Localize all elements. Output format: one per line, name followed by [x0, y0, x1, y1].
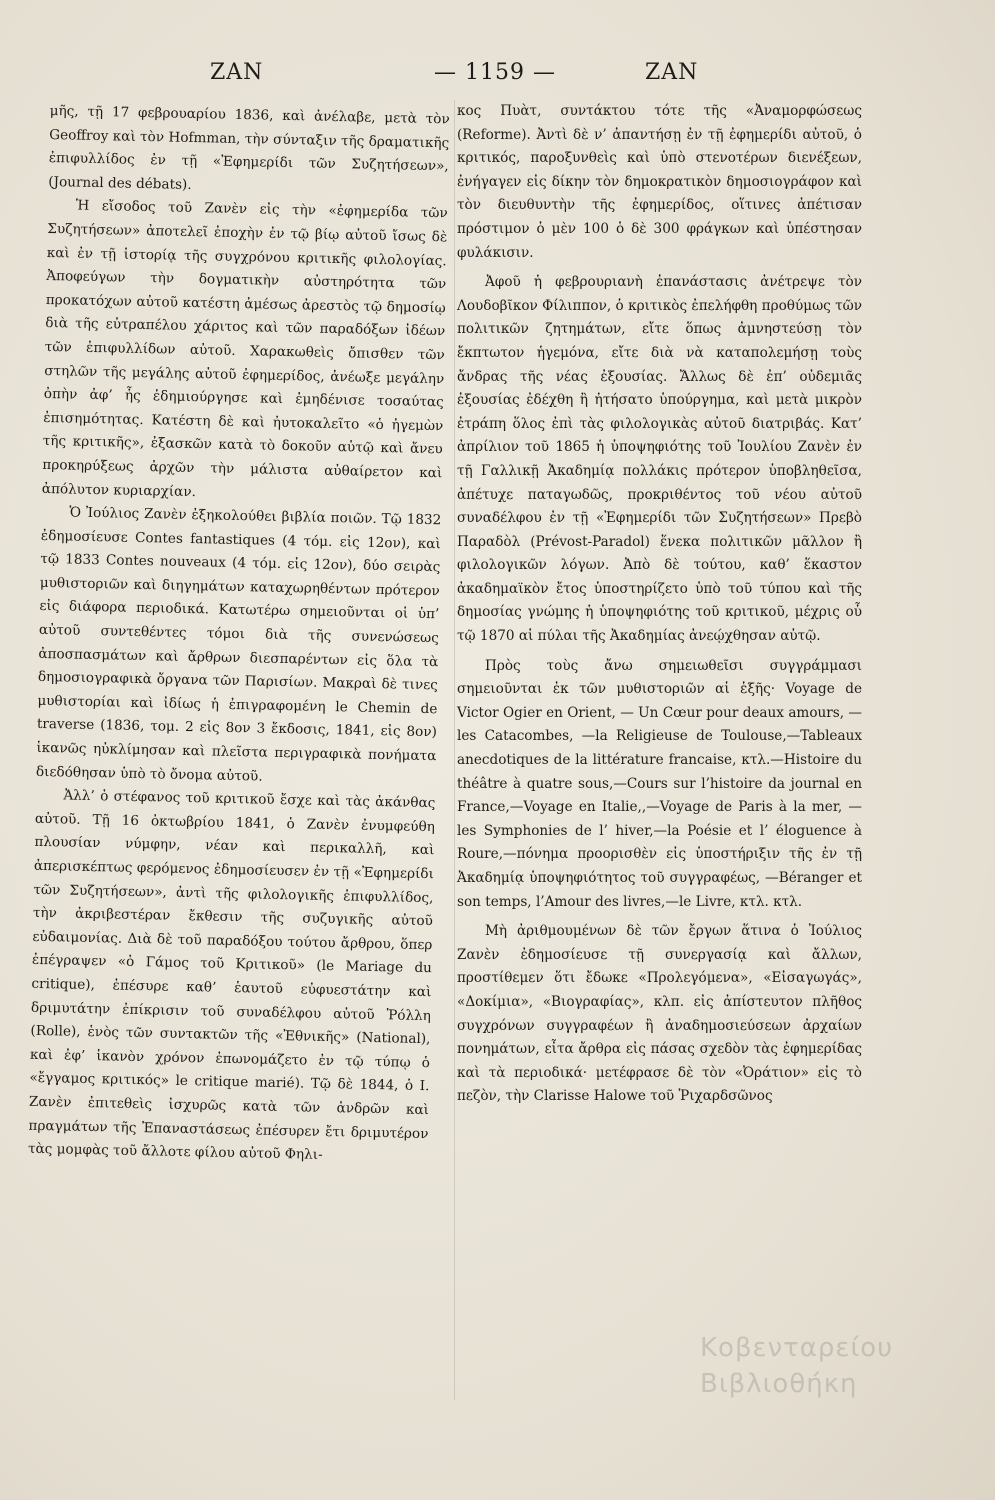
- running-header: [60, 60, 930, 100]
- column-divider: [454, 100, 455, 1400]
- right-paragraph-2: Ἀφοῦ ἡ φεβρουριανὴ ἐπανάστασις ἀνέτρεψε τὸν Λουδοβῖκον Φίλιππον, ὁ κριτικὸς ἐπελήφθη προθύμως τῶν πολιτικῶν ζητημάτων, εἴτε ὅπως ἀμνηστεύσῃ τὸν ἔκπτωτον ἡγεμόνα, εἴτε διὰ νὰ καταπολεμήσῃ τοὺς ἄνδρας τῆς νέας ἐξουσίας. Ἄλλως δὲ ἐπ’ οὐδεμιᾶς ἐξουσίας ἐδέχθη ἢ ἠτήσατο ὑπούργημα, καὶ μετὰ μικρὸν ἐτράπη ὅλος ἐπὶ τὰς φιλολογικὰς αὐτοῦ διατριβάς. Κατ’ ἀπρίλιον τοῦ 1865 ἡ ὑποψηφιότης τοῦ Ἰουλίου Ζανὲν ἐν τῇ Γαλλικῇ Ἀκαδημίᾳ πολλάκις πρότερον ὑποβληθεῖσα, ἀπέτυχε παταγωδῶς, προκριθέντος τοῦ νέου αὐτοῦ συναδέλφου ἐν τῇ «Ἐφημερίδι τῶν Συζητήσεων» Πρεβὸ Παραδὸλ (Prévost-Paradol) ἕνεκα πολιτικῶν μᾶλλον ἢ φιλολογικῶν λόγων. Ἀπὸ δὲ τούτου, καθ’ ἕκαστον ἀκαδημαϊκὸν ἔτος ὑποστηρίζετο ὑπὸ τοῦ τύπου καὶ τῆς δημοσίας γνώμης ἡ ὑποψηφιότης τοῦ κριτικοῦ, μέχρις οὗ τῷ 1870 αἱ πύλαι τῆς Ἀκαδημίας ἀνεῴχθησαν αὐτῷ.: [457, 274, 862, 645]
- header-left-title: ZAN: [210, 60, 264, 85]
- right-paragraph-4: Μὴ ἀριθμουμένων δὲ τῶν ἔργων ἅτινα ὁ Ἰούλιος Ζανὲν ἐδημοσίευσε τῇ συνεργασίᾳ καὶ ἄλλων, προστίθεμεν ὅτι ἔδωκε «Προλεγόμενα», «Εἰσαγωγάς», «Δοκίμια», «Βιογραφίας», κλπ. εἰς ἀπίστευτον πλῆθος συγχρόνων συγγραφέων ἢ ἀναδημοσιεύσεων ἀρχαίων πονημάτων, εἶτα ἄρθρα εἰς πάσας σχεδὸν τὰς ἐφημερίδας καὶ τὰ περιοδικά· μετέφρασε δὲ τὸν «Ὀράτιον» εἰς τὸ πεζὸν, τὴν Clarisse Halowe τοῦ Ῥιχαρδσῶνος: [457, 923, 862, 1105]
- right-paragraph-1: κος Πυὰτ, συντάκτου τότε τῆς «Ἀναμορφώσεως (Reforme). Ἀντὶ δὲ ν’ ἀπαντήσῃ ἐν τῇ ἐφημερίδι αὐτοῦ, ὁ κριτικός, παροξυνθεὶς καὶ ὑπὸ στενοτέρων διενέξεων, ἐνήγαγεν εἰς δίκην τὸν δημοκρατικὸν δημοσιογράφον καὶ τὸν διευθυντὴν τῆς ἐφημερίδος, οἵτινες ἀπέτισαν πρόστιμον ὁ μὲν 100 ὁ δὲ 300 φράγκων καὶ ὑπέστησαν φυλάκισιν.: [457, 103, 862, 261]
- left-paragraph-1: μῆς, τῇ 17 φεβρουαρίου 1836, καὶ ἀνέλαβε, μετὰ τὸν Geoffroy καὶ τὸν Hofmman, τὴν σύνταξιν τῆς δραματικῆς ἐπιφυλλίδος ἐν τῇ «Ἐφημερίδι τῶν Συζητήσεων», (Journal des débats).: [48, 102, 450, 193]
- left-column: [28, 100, 450, 1170]
- header-right-title: ZAN: [645, 60, 699, 85]
- page-number: — 1159 —: [434, 60, 556, 85]
- right-column: [457, 100, 862, 1109]
- left-paragraph-4: Ἀλλ’ ὁ στέφανος τοῦ κριτικοῦ ἔσχε καὶ τὰς ἀκάνθας αὐτοῦ. Τῇ 16 ὀκτωβρίου 1841, ὁ Ζανὲν ἐνυμφεύθη πλουσίαν νύμφην, νέαν καὶ περικαλλῆ, καὶ ἀπερισκέπτως φερόμενος ἐδημοσίευσεν ἐν τῇ «Ἐφημερίδι τῶν Συζητήσεων», ἀντὶ τῆς φιλολογικῆς ἐπιφυλλίδος, τὴν ἀκριβεστέραν ἔκθεσιν τῆς συζυγικῆς αὐτοῦ εὐδαιμονίας. Διὰ δὲ τοῦ παραδόξου τούτου ἄρθρου, ὅπερ ἐπέγραψεν «ὁ Γάμος τοῦ Κριτικοῦ» (le Mariage du critique), ἐπέσυρε καθ’ ἑαυτοῦ εὐφυεστάτην καὶ δριμυτάτην ἐπίκρισιν τοῦ συναδέλφου αὐτοῦ Ῥόλλη (Rolle), ἑνὸς τῶν συντακτῶν τῆς «Ἐθνικῆς» (National), καὶ ἐφ’ ἱκανὸν χρόνον ἐπωνομάζετο ἐν τῷ τύπῳ ὁ «ἔγγαμος κριτικός» le critique marié). Τῷ δὲ 1844, ὁ Ι. Ζανὲν ἐπιτεθεὶς ἰσχυρῶς κατὰ τῶν ἀνδρῶν καὶ πραγμάτων τῆς Ἐπαναστάσεως ἐπέσυρεν ἔτι δριμυτέρον τὰς μομφὰς τοῦ ἄλλοτε φίλου αὐτοῦ Φηλι-: [27, 787, 436, 1164]
- left-paragraph-3: Ὁ Ἰούλιος Ζανὲν ἐξηκολούθει βιβλία ποιῶν. Τῷ 1832 ἐδημοσίευσε Contes fantastiques (4 τόμ. εἰς 12ον), καὶ τῷ 1833 Contes nouveaux (4 τόμ. εἰς 12ον), δύο σειρὰς μυθιστοριῶν καὶ διηγημάτων καταχωρηθέντων πρότερον εἰς διάφορα περιοδικά. Κατωτέρω σημειοῦνται οἱ ὑπ’ αὐτοῦ συντεθέντες τόμοι διὰ τῆς συνενώσεως ἀποσπασμάτων καὶ ἄρθρων διεσπαρέντων εἰς ὅλα τὰ δημοσιογραφικὰ ὄργανα τῶν Παρισίων. Μακραὶ δὲ τινες μυθιστορίαι καὶ ἰδίως ἡ ἐπιγραφομένη le Chemin de traverse (1836, τομ. 2 εἰς 8ον 3 ἔκδοσις, 1841, εἰς 8ον) ἱκανῶς ηὐκλίμησαν καὶ πλεῖστα περιγραφικὰ πονήματα διεδόθησαν ὑπὸ τὸ ὄνομα αὐτοῦ.: [35, 504, 442, 785]
- left-paragraph-2: Ἡ εἴσοδος τοῦ Ζανὲν εἰς τὴν «ἐφημερίδα τῶν Συζητήσεων» ἀποτελεῖ ἐποχὴν ἐν τῷ βίῳ αὐτοῦ ἴσως δὲ καὶ ἐν τῇ ἱστορίᾳ τῆς συγχρόνου κριτικῆς φιλολογίας. Ἀποφεύγων τὴν δογματικὴν αὐστηρότητα τῶν προκατόχων αὐτοῦ κατέστη ἀμέσως ἀρεστὸς τῷ δημοσίῳ διὰ τῆς εὐτραπέλου χάριτος καὶ τῶν παραδόξων ἰδέων τῶν ἐπιφυλλίδων αὐτοῦ. Χαρακωθεὶς ὄπισθεν τῶν στηλῶν τῆς μεγάλης αὐτοῦ ἐφημερίδος, ἀνέωξε μεγάλην ὀπὴν ἀφ’ ἧς ἐδημιούργησε καὶ ἐμηδένισε τοσαύτας ἐπισημότητας. Κατέστη δὲ καὶ ἠυτοκαλεῖτο «ὁ ἡγεμὼν τῆς κριτικῆς», ἐξασκῶν κατὰ τὸ δοκοῦν αὐτῷ καὶ ἄνευ προκηρύξεως ἀρχῶν τὴν μάλιστα αὐθαίρετον καὶ ἀπόλυτον κυριαρχίαν.: [41, 197, 448, 500]
- library-watermark: Κοβενταρείου Βιβλιοθήκη: [700, 1333, 894, 1399]
- right-paragraph-3: Πρὸς τοὺς ἄνω σημειωθεῖσι συγγράμμασι σημειοῦνται ἐκ τῶν μυθιστοριῶν αἱ ἑξῆς· Voyage de Victor Ogier en Orient, — Un Cœur pour deaux amours, — les Catacombes, —la Religieuse de Toulouse,—Tableaux anecdotiques de la littérature francaise, κτλ.—Histoire du théâtre à quatre sous,—Cours sur l’histoire da journal en France,—Voyage en Italie,,—Voyage de Paris à la mer, — les Symphonies de l’ hiver,—la Poésie et l’ éloguence à Roure,—πόνημα προορισθὲν εἰς ὑποστήριξιν τῆς ἐν τῇ Ἀκαδημίᾳ ὑποψηφιότητος τοῦ συγγραφέως, —Béranger et son temps, l’Amour des livres,—le Livre, κτλ. κτλ.: [457, 657, 862, 910]
